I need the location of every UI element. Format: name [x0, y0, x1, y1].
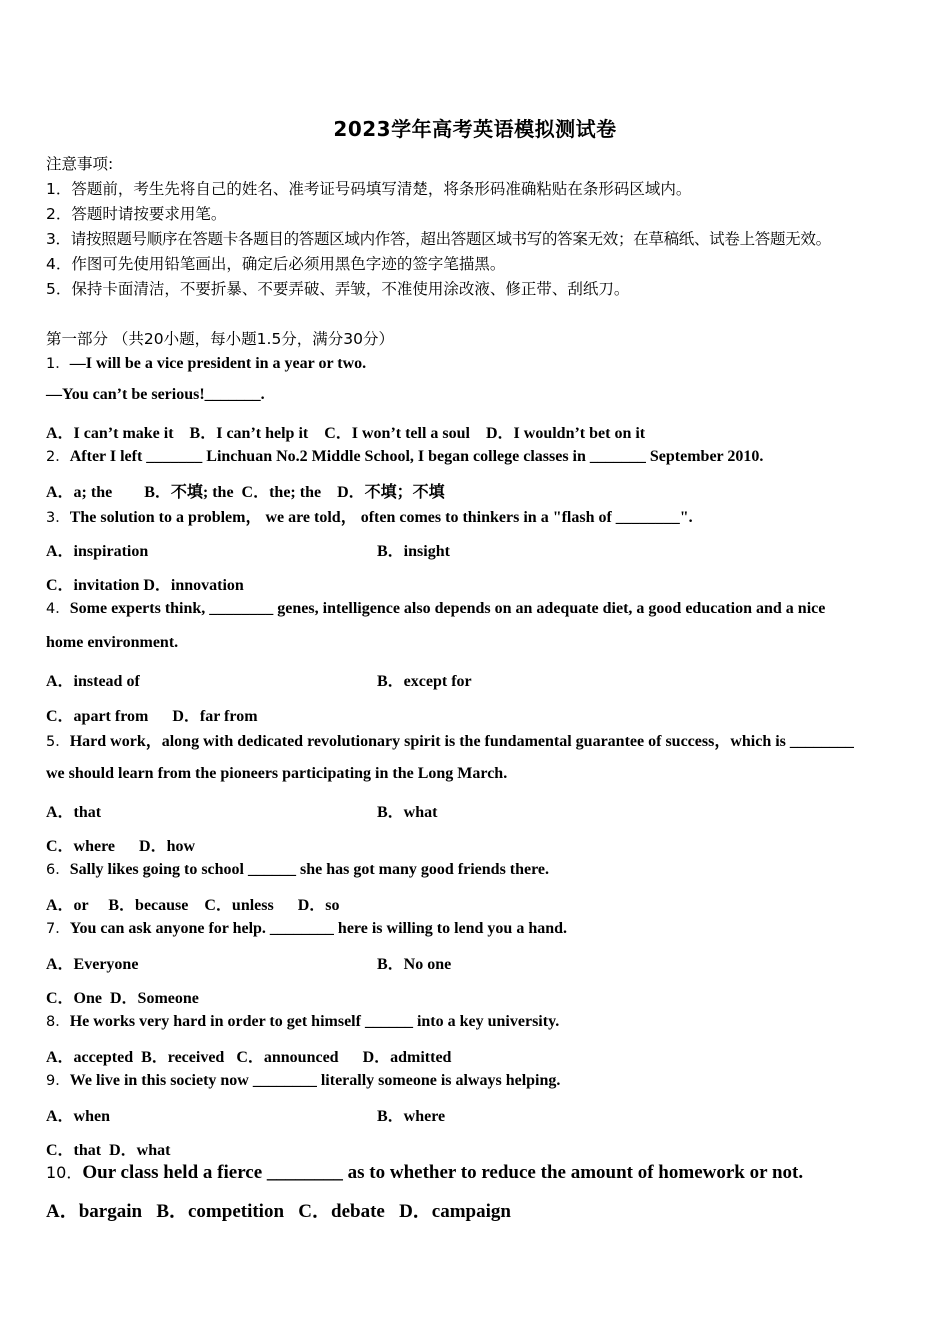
question-text: Sally likes going to school ______ she has got many good friends there.: [69, 861, 550, 878]
question-8-options: A．accepted B．received C．announced D．admitted: [46, 1049, 452, 1066]
question-6-options: A．or B．because C．unless D．so: [46, 897, 340, 914]
question-6: [46, 858, 549, 879]
question-3-option-a: A．inspiration: [46, 543, 149, 560]
question-9-option-b: B．where: [377, 1108, 446, 1125]
question-number: 8．: [46, 1014, 70, 1030]
question-1-reply: —You can’t be serious!_______.: [46, 386, 265, 403]
question-text: Our class held a fierce ________ as to whether to reduce the amount of homework or not.: [82, 1162, 804, 1183]
question-text: The solution to a problem， we are told， often comes to thinkers in a "flash of ________".: [69, 509, 693, 526]
notice-item-1: 1．答题前，考生先将自己的姓名、准考证号码填写清楚，将条形码准确粘贴在条形码区域内。: [46, 180, 692, 198]
notice-item-3: 3．请按照题号顺序在答题卡各题目的答题区域内作答，超出答题区域书写的答案无效；在草稿纸、试卷上答题无效。: [46, 230, 831, 248]
question-2-options: A．a; the B．不填; the C．the; the D．不填；不填: [46, 484, 445, 501]
question-7-options-cd: C．One D．Someone: [46, 990, 199, 1007]
notice-heading: 注意事项:: [46, 155, 114, 173]
question-5: [46, 728, 854, 751]
question-5-option-a: A．that: [46, 804, 102, 821]
question-number: 4．: [46, 601, 70, 617]
question-4-text-cont: home environment.: [46, 634, 179, 651]
question-number: 5．: [46, 734, 70, 750]
question-7-option-a: A．Everyone: [46, 956, 139, 973]
question-text: Hard work，along with dedicated revolutionary spirit is the fundamental guarantee of success，which is ________: [69, 733, 854, 750]
question-1-options: A．I can’t make it B．I can’t help it C．I won’t tell a soul D．I wouldn’t bet on it: [46, 425, 646, 442]
question-9: [46, 1069, 560, 1090]
question-text: You can ask anyone for help. ________ here is willing to lend you a hand.: [69, 920, 568, 937]
question-number: 9．: [46, 1073, 70, 1089]
notice-item-5: 5．保持卡面清洁，不要折暴、不要弄破、弄皱，不准使用涂改液、修正带、刮纸刀。: [46, 280, 630, 298]
question-number: 2．: [46, 449, 70, 465]
question-5-text-cont: we should learn from the pioneers participating in the Long March.: [46, 765, 508, 782]
question-3: [46, 504, 693, 527]
question-number: 1．: [46, 356, 70, 372]
question-5-options-cd: C．where D．how: [46, 838, 196, 855]
question-number: 10．: [46, 1163, 83, 1182]
question-4-options-cd: C．apart from D．far from: [46, 708, 258, 725]
question-4-option-a: A．instead of: [46, 673, 140, 690]
question-text: We live in this society now ________ literally someone is always helping.: [69, 1072, 561, 1089]
question-3-options-cd: C．invitation D．innovation: [46, 577, 244, 594]
question-5-option-b: B．what: [377, 804, 438, 821]
question-8: [46, 1010, 559, 1031]
question-text: After I left _______ Linchuan No.2 Middle School, I began college classes in _______ September 2010.: [69, 448, 764, 465]
question-9-options-cd: C．that D．what: [46, 1142, 171, 1159]
question-10-options: A．bargain B．competition C．debate D．campaign: [46, 1201, 511, 1222]
question-3-option-b: B．insight: [377, 543, 450, 560]
notice-item-2: 2．答题时请按要求用笔。: [46, 205, 227, 223]
question-1: [46, 352, 366, 373]
section-heading: 第一部分 （共20小题，每小题1.5分，满分30分）: [46, 330, 395, 348]
question-text: —I will be a vice president in a year or two.: [69, 355, 367, 372]
question-4: [46, 597, 825, 618]
question-number: 3．: [46, 510, 70, 526]
notice-item-4: 4．作图可先使用铅笔画出，确定后必须用黑色字迹的签字笔描黑。: [46, 255, 506, 273]
question-4-option-b: B．except for: [377, 673, 472, 690]
question-text: Some experts think, ________ genes, intelligence also depends on an adequate diet, a good education and a nice: [69, 600, 826, 617]
page-title: 2023学年高考英语模拟测试卷: [333, 117, 617, 141]
question-7: [46, 917, 567, 938]
question-number: 7．: [46, 921, 70, 937]
question-9-option-a: A．when: [46, 1108, 111, 1125]
question-number: 6．: [46, 862, 70, 878]
question-7-option-b: B．No one: [377, 956, 452, 973]
question-10: [46, 1160, 803, 1184]
question-text: He works very hard in order to get himself ______ into a key university.: [69, 1013, 560, 1030]
question-2: [46, 445, 763, 466]
